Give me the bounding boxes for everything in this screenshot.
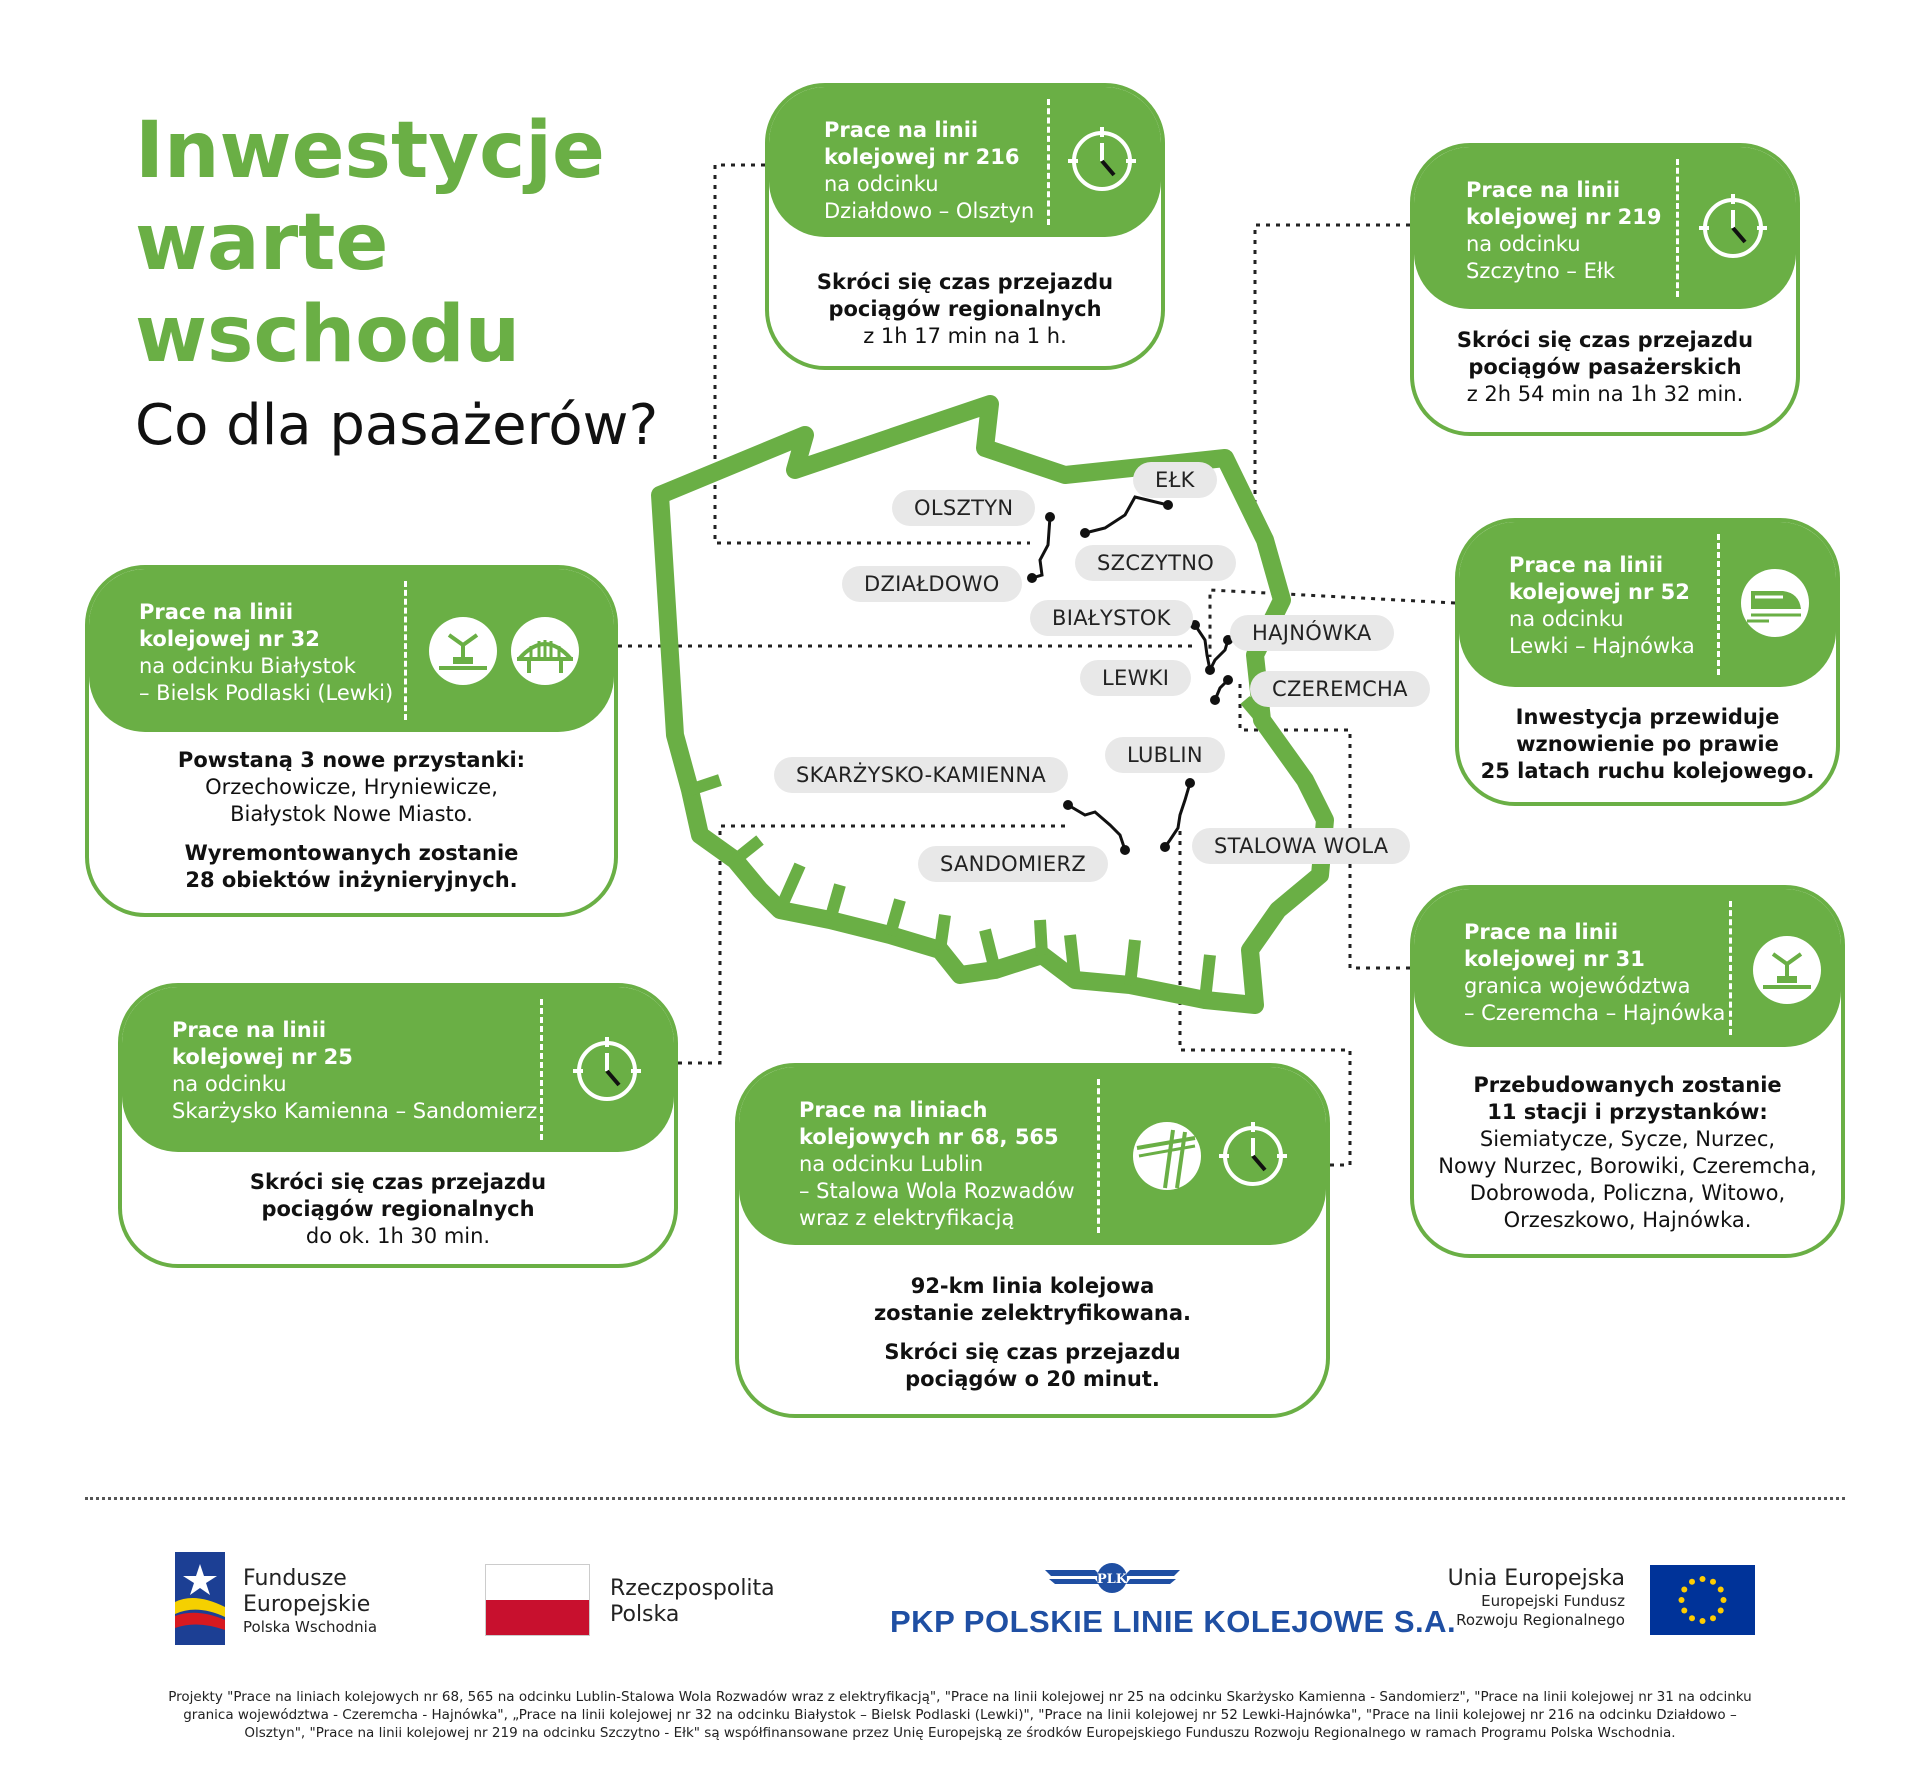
header-line: Prace na linii: [1509, 553, 1664, 577]
city-label-elk: EŁK: [1133, 462, 1217, 498]
fe-title-line: Fundusze: [243, 1566, 347, 1591]
card-line-68-565: [735, 1063, 1330, 1418]
header-line: na odcinku: [824, 172, 939, 196]
card-header-text: [1509, 552, 1695, 660]
body-line: Skróci się czas przejazdu: [816, 270, 1114, 294]
header-line: kolejowej nr 32: [139, 627, 320, 651]
body-line: Dobrowoda, Policzna, Witowo,: [1469, 1181, 1786, 1205]
body-line: Przebudowanych zostanie: [1473, 1073, 1782, 1097]
header-divider: [1729, 901, 1732, 1035]
body-line: z 2h 54 min na 1h 32 min.: [1466, 382, 1744, 406]
body-line: Orzeszkowo, Hajnówka.: [1503, 1208, 1752, 1232]
body-line: Nowy Nurzec, Borowiki, Czeremcha,: [1438, 1154, 1817, 1178]
ue-title: [1440, 1566, 1625, 1630]
clock-icon: [1066, 125, 1138, 197]
body-line: do ok. 1h 30 min.: [305, 1224, 491, 1248]
header-line: Prace na liniach: [799, 1098, 988, 1122]
header-divider: [1047, 99, 1050, 225]
polish-flag-logo: [485, 1564, 590, 1636]
header-line: na odcinku: [1466, 232, 1581, 256]
platform-icon: [1751, 934, 1823, 1006]
title-line-3: wschodu: [135, 290, 521, 380]
line-32: [1195, 625, 1210, 670]
body-line: Orzechowicze, Hryniewicze,: [205, 775, 498, 799]
header-line: Działdowo – Olsztyn: [824, 199, 1035, 223]
title-line-1: Inwestycje: [135, 106, 605, 196]
clock-icon: [571, 1035, 643, 1107]
card-header-text: [1466, 177, 1662, 285]
eu-flag-logo: [1650, 1565, 1755, 1635]
rp-line: Polska: [610, 1602, 680, 1627]
card-header: [1459, 522, 1836, 687]
card-body: [89, 747, 614, 906]
body-line: pociągów regionalnych: [828, 297, 1102, 321]
card-header: [1414, 147, 1796, 309]
card-body: [739, 1273, 1326, 1405]
card-body: [1459, 704, 1836, 785]
line-52: [1210, 640, 1228, 670]
header-line: granica województwa: [1464, 974, 1691, 998]
rp-title: [610, 1576, 775, 1628]
city-label-dzialdowo: DZIAŁDOWO: [842, 566, 1022, 602]
city-label-lublin: LUBLIN: [1105, 737, 1225, 773]
card-line-216: [765, 83, 1165, 370]
city-label-hajnowka: HAJNÓWKA: [1230, 615, 1394, 651]
line-25: [1068, 805, 1125, 850]
city-label-stalowa-wola: STALOWA WOLA: [1192, 828, 1410, 864]
body-line: Siemiatycze, Sycze, Nurzec,: [1479, 1127, 1776, 1151]
body-line: 25 latach ruchu kolejowego.: [1480, 759, 1815, 783]
card-header: [1414, 889, 1841, 1047]
header-line: – Stalowa Wola Rozwadów: [799, 1179, 1075, 1203]
body-line: Skróci się czas przejazdu: [884, 1340, 1181, 1364]
header-line: kolejowej nr 31: [1464, 947, 1645, 971]
header-line: Prace na linii: [1466, 178, 1621, 202]
header-divider: [1717, 534, 1720, 675]
card-header-text: [824, 117, 1034, 225]
header-line: Prace na linii: [172, 1018, 327, 1042]
platform-icon: [427, 615, 499, 687]
catenary-icon: [1131, 1120, 1203, 1192]
line-68: [1165, 783, 1190, 847]
ue-sub-line: Europejski Fundusz: [1481, 1592, 1625, 1610]
header-line: na odcinku Lublin: [799, 1152, 984, 1176]
bridge-icon: [509, 615, 581, 687]
card-body: [122, 1169, 674, 1250]
body-line: Powstaną 3 nowe przystanki:: [177, 748, 526, 772]
header-divider: [1097, 1079, 1100, 1233]
city-label-czeremcha: CZEREMCHA: [1250, 671, 1430, 707]
subtitle: Co dla pasażerów?: [135, 393, 659, 458]
body-line: 11 stacji i przystanków:: [1487, 1100, 1768, 1124]
clock-icon: [1697, 192, 1769, 264]
card-header: [739, 1067, 1326, 1245]
footer-divider: [85, 1497, 1845, 1500]
title-line-2: warte: [135, 198, 389, 288]
city-label-sandomierz: SANDOMIERZ: [918, 846, 1108, 882]
body-line: Wyremontowanych zostanie: [184, 841, 519, 865]
header-line: wraz z elektryfikacją: [799, 1206, 1015, 1230]
header-line: na odcinku: [172, 1072, 287, 1096]
body-line: z 1h 17 min na 1 h.: [863, 324, 1067, 348]
disclaimer-text: Projekty "Prace na liniach kolejowych nr 68, 565 na odcinku Lublin-Stalowa Wola Rozwadów wraz z elektryfikacją", "Prace na linii kolejowej nr 25 na odcinku Skarżysko Kamienna - Sandomierz", "Prace na linii kolejowej nr 31 na odcinku granica województwa - Czeremcha - Hajnówka", „Prace na linii kolejowej nr 32 na odcinku Białystok – Bielsk Podlaski (Lewki)", "Prace na linii kolejowej nr 52 Lewki-Hajnówka", "Prace na linii kolejowej nr 216 na odcinku Działdowo – Olsztyn", "Prace na linii kolejowej nr 219 na odcinku Szczytno - Ełk" są współfinansowane przez Unię Europejską ze środków Europejskiego Funduszu Rozwoju Regionalnego w ramach Programu Polska Wschodnia.: [168, 1689, 1752, 1741]
header-line: – Czeremcha – Hajnówka: [1464, 1001, 1726, 1025]
clock-icon: [1217, 1120, 1289, 1192]
card-header: [89, 569, 614, 732]
card-header-text: [139, 599, 393, 707]
ue-sub-line: Rozwoju Regionalnego: [1456, 1611, 1625, 1629]
header-line: – Bielsk Podlaski (Lewki): [139, 681, 394, 705]
pkp-emblem-text: PLK: [1096, 1572, 1128, 1587]
body-line: Białystok Nowe Miasto.: [230, 802, 473, 826]
pkp-wings-emblem: [1045, 1562, 1180, 1596]
card-line-52: [1455, 518, 1840, 806]
card-body: [1414, 1072, 1841, 1234]
card-line-25: [118, 983, 678, 1268]
city-label-bialystok: BIAŁYSTOK: [1030, 600, 1193, 636]
header-line: Lewki – Hajnówka: [1509, 634, 1695, 658]
body-line: pociągów pasażerskich: [1468, 355, 1742, 379]
card-header: [769, 87, 1161, 237]
connector-219: [1255, 225, 1410, 535]
body-line: pociągów o 20 minut.: [905, 1367, 1160, 1391]
pkp-logo-text: PKP POLSKIE LINIE KOLEJOWE S.A.: [890, 1604, 1457, 1639]
header-line: Prace na linii: [139, 600, 294, 624]
header-line: kolejowej nr 219: [1466, 205, 1662, 229]
body-line: Skróci się czas przejazdu: [249, 1170, 547, 1194]
header-line: kolejowej nr 25: [172, 1045, 353, 1069]
card-line-219: [1410, 143, 1800, 436]
train-icon: [1739, 567, 1811, 639]
header-divider: [1676, 159, 1679, 297]
body-line: pociągów regionalnych: [261, 1197, 535, 1221]
body-line: 28 obiektów inżynieryjnych.: [185, 868, 518, 892]
header-line: Prace na linii: [824, 118, 979, 142]
header-line: Skarżysko Kamienna – Sandomierz: [172, 1099, 538, 1123]
header-line: Szczytno – Ełk: [1466, 259, 1615, 283]
body-line: Inwestycja przewiduje: [1515, 705, 1780, 729]
card-body: [1414, 327, 1796, 408]
card-header-text: [799, 1097, 1075, 1232]
card-header: [122, 987, 674, 1152]
fe-subtitle: Polska Wschodnia: [243, 1618, 378, 1636]
city-label-olsztyn: OLSZTYN: [892, 490, 1035, 526]
card-header-text: [172, 1017, 537, 1125]
header-line: kolejowej nr 216: [824, 145, 1020, 169]
card-line-31: [1410, 885, 1845, 1258]
header-line: na odcinku: [1509, 607, 1624, 631]
header-line: kolejowych nr 68, 565: [799, 1125, 1059, 1149]
body-line: Skróci się czas przejazdu: [1456, 328, 1754, 352]
card-header-text: [1464, 919, 1725, 1027]
city-label-szczytno: SZCZYTNO: [1075, 545, 1236, 581]
card-body: [769, 269, 1161, 350]
body-line: wznowienie po prawie: [1516, 732, 1779, 756]
rp-line: Rzeczpospolita: [610, 1576, 775, 1601]
city-label-lewki: LEWKI: [1080, 660, 1191, 696]
header-line: kolejowej nr 52: [1509, 580, 1690, 604]
header-line: Prace na linii: [1464, 920, 1619, 944]
header-divider: [404, 581, 407, 720]
fe-title: [243, 1566, 377, 1637]
card-line-32: [85, 565, 618, 917]
ue-title-line: Unia Europejska: [1447, 1566, 1625, 1591]
body-line: 92-km linia kolejowa: [910, 1274, 1155, 1298]
city-label-skarzysko: SKARŻYSKO-KAMIENNA: [774, 757, 1068, 793]
line-219: [1085, 497, 1168, 533]
fundusze-europejskie-logo: [175, 1552, 225, 1645]
body-line: zostanie zelektryfikowana.: [873, 1301, 1192, 1325]
header-line: na odcinku Białystok: [139, 654, 356, 678]
header-divider: [540, 999, 543, 1140]
line-216: [1032, 517, 1050, 578]
fe-title-line: Europejskie: [243, 1592, 371, 1617]
